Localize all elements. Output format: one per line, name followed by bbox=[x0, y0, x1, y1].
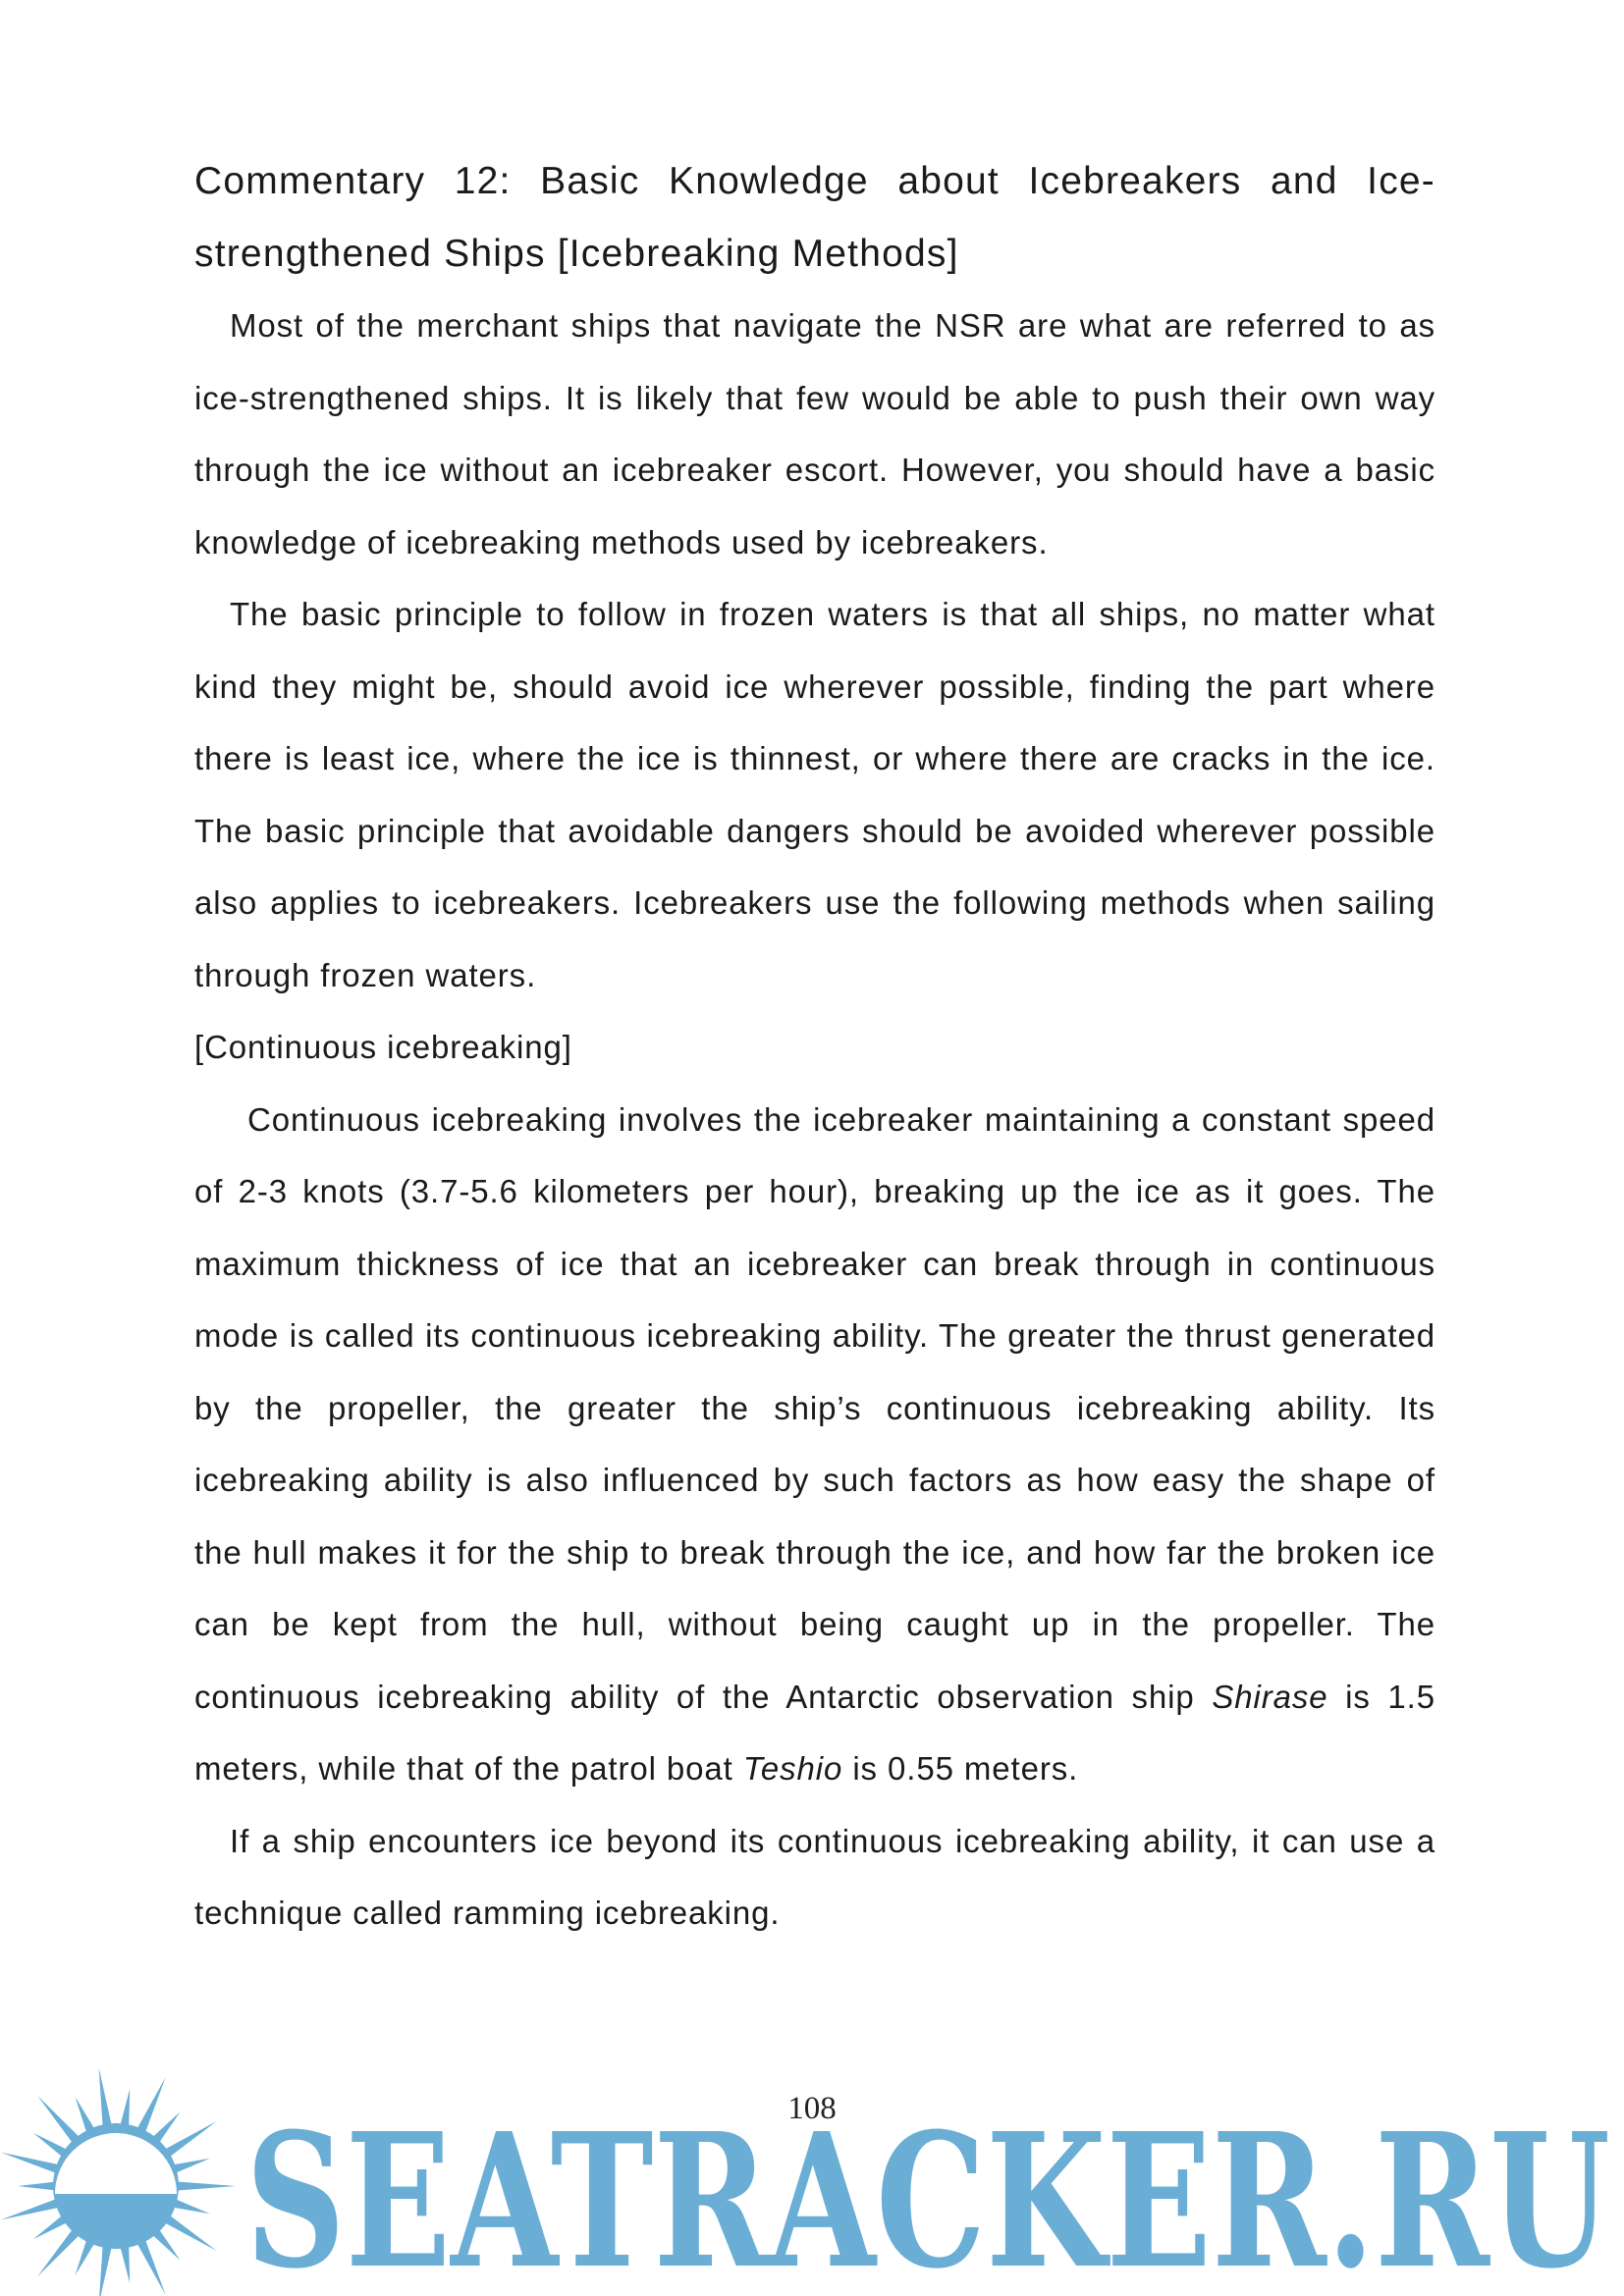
paragraph-principle: The basic principle to follow in frozen waters is that all ships, no matter what kind they might be, should avoid ice wherever possible, finding the part where there is least ice, where the ice is thinnest, or where there are cracks in the ice. The basic principle that avoidable dangers should be avoided wherever possible also applies to icebreakers. Icebreakers use the following methods when sailing through frozen waters. bbox=[194, 596, 1435, 993]
paragraph-continuous-part-a: Continuous icebreaking involves the icebreaker maintaining a constant speed of 2-3 knots (3.7-5.6 kilometers per hour), breaking up the ice as it goes. The maximum thickness of ice that an icebreaker can break through in continuous mode is called its continuous icebreaking ability. The greater the thrust generated by the propeller, the greater the ship’s continuous icebreaking ability. Its icebreaking ability is also influenced by such factors as how easy the shape of the hull makes it for the ship to break through the ice, and how far the broken ice can be kept from the hull, without being caught up in the propeller. The continuous icebreaking ability of the Antarctic observation ship bbox=[194, 1100, 1435, 1715]
sun-ray bbox=[135, 2236, 166, 2296]
sun-ray bbox=[1, 2153, 63, 2175]
sun-ray bbox=[173, 2181, 236, 2191]
page-title bbox=[194, 145, 1435, 290]
paragraph-continuous-part-b: is 1.5 meters, while that of the patrol boat bbox=[194, 1678, 1436, 1787]
ship-name-shirase: Shirase bbox=[1212, 1678, 1328, 1715]
paragraph-intro: Most of the merchant ships that navigate the NSR are what are referred to as ice-strengthened ships. It is likely that few would be able to push their own way through the ice without an icebreaker escort. However, you should have a basic knowledge of icebreaking methods used by icebreakers. bbox=[194, 307, 1435, 561]
paragraph-ramming: If a ship encounters ice beyond its continuous icebreaking ability, it can use a technique called ramming icebreaking. bbox=[194, 1822, 1435, 1931]
ship-name-teshio: Teshio bbox=[742, 1750, 843, 1787]
document-body bbox=[194, 145, 1435, 1949]
sun-ray bbox=[99, 2242, 113, 2296]
section-heading: [Continuous icebreaking] bbox=[194, 1029, 572, 1065]
sun-ray bbox=[1, 2198, 63, 2220]
sun-ray bbox=[18, 2181, 59, 2191]
page-number: 108 bbox=[787, 2091, 837, 2126]
watermark-text: SEATRACKER.RU bbox=[245, 2093, 1610, 2296]
paragraph-continuous-part-c: is 0.55 meters. bbox=[842, 1750, 1079, 1787]
title-line-1: Commentary 12: Basic Knowledge about Icebreakers and Ice- bbox=[194, 160, 1435, 202]
paragraph-continuous bbox=[194, 1084, 1435, 1805]
title-line-2: strengthened Ships [Icebreaking Methods] bbox=[194, 232, 959, 275]
